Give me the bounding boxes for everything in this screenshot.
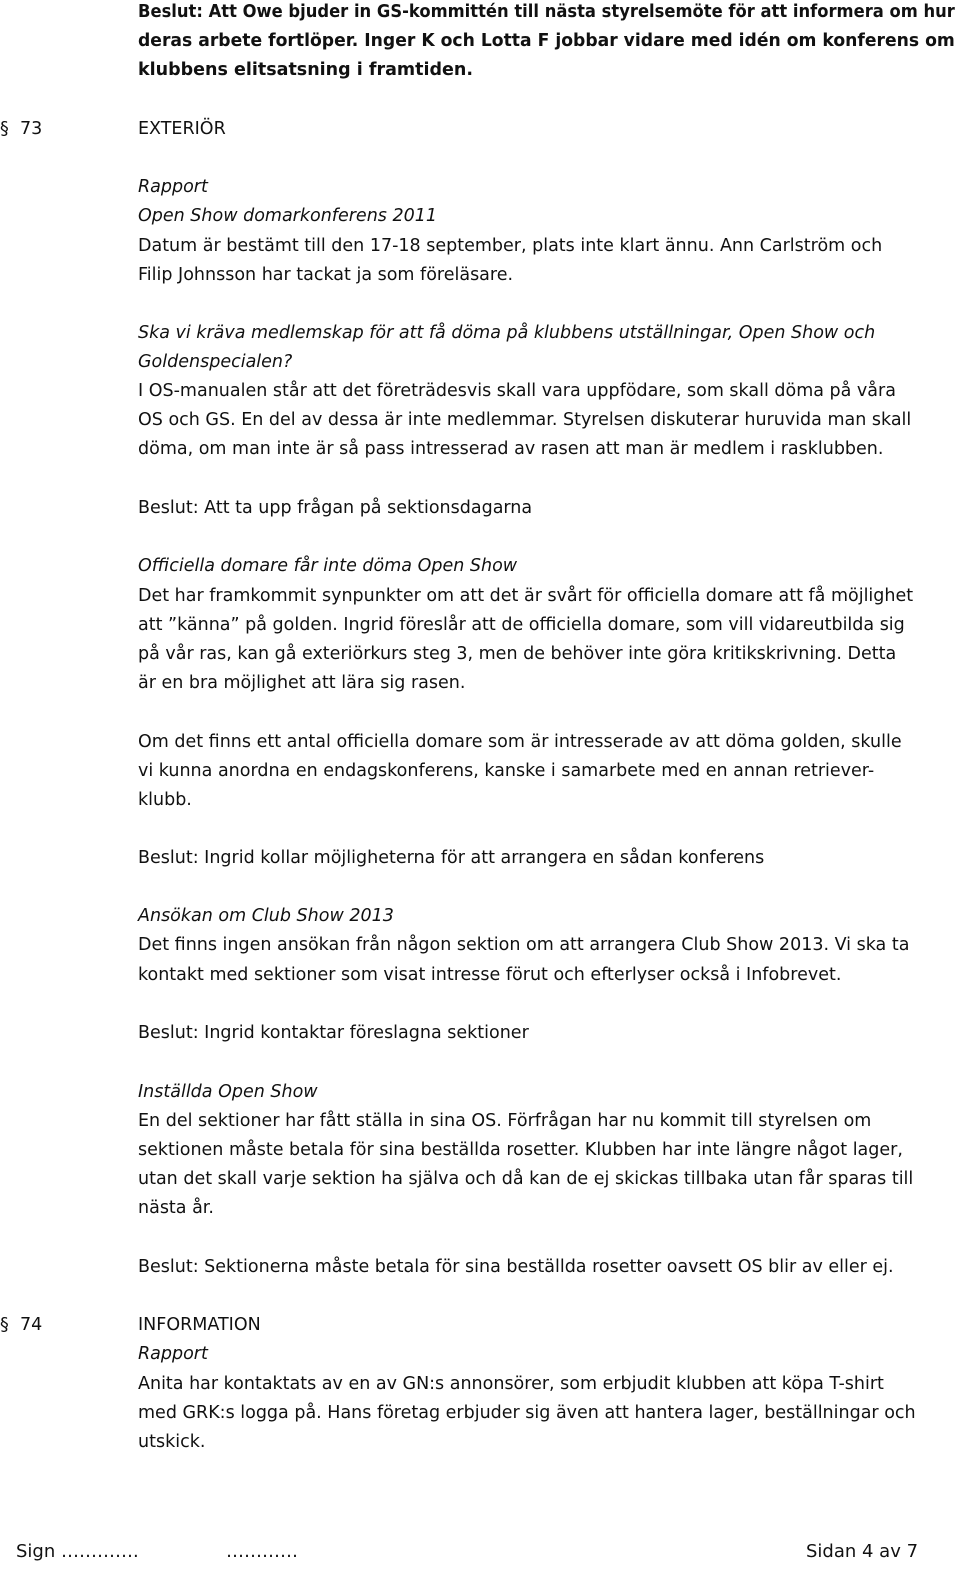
paragraph-line: Det har framkommit synpunkter om att det är svårt för officiella domare att få möjlighet [138, 586, 914, 606]
open-show-heading: Open Show domarkonferens 2011 [138, 206, 437, 226]
paragraph-line: Anita har kontaktats av en av GN:s annonsörer, som erbjudit klubben att köpa T-shirt [138, 1374, 884, 1394]
decision: Beslut: Ingrid kontaktar föreslagna sektioner [138, 1023, 529, 1043]
paragraph-line: sektionen måste betala för sina beställda rosetter. Klubben har inte längre något lager, [138, 1140, 903, 1160]
paragraph-line: klubb. [138, 790, 192, 810]
paragraph-line: OS och GS. En del av dessa är inte medlemmar. Styrelsen diskuterar huruvida man skall [138, 410, 912, 430]
paragraph-line: utskick. [138, 1432, 206, 1452]
paragraph-line: utan det skall varje sektion ha själva och då kan de ej skickas tillbaka utan får sparas till [138, 1169, 914, 1189]
paragraph-line: på vår ras, kan gå exteriörkurs steg 3, men de behöver inte göra kritikskrivning. Detta [138, 644, 897, 664]
membership-heading: Ska vi kräva medlemskap för att få döma på klubbens utställningar, Open Show och [138, 323, 876, 343]
decision: Beslut: Att ta upp frågan på sektionsdagarna [138, 498, 533, 518]
clubshow-heading: Ansökan om Club Show 2013 [138, 906, 394, 926]
footer-sign-2: ………… [226, 1541, 298, 1562]
paragraph-line: En del sektioner har fått ställa in sina OS. Förfrågan har nu kommit till styrelsen om [138, 1111, 872, 1131]
paragraph-line: döma, om man inte är så pass intresserad av rasen att man är medlem i rasklubben. [138, 439, 884, 459]
intro-decision-line: deras arbete fortlöper. Inger K och Lotta F jobbar vidare med idén om konferens om [138, 31, 955, 51]
section-symbol: § [0, 1315, 9, 1335]
section-title: EXTERIÖR [138, 119, 226, 139]
intro-decision-line: klubbens elitsatsning i framtiden. [138, 60, 474, 80]
rapport-heading: Rapport [138, 1344, 208, 1364]
paragraph-line: vi kunna anordna en endagskonferens, kanske i samarbete med en annan retriever- [138, 761, 875, 781]
section-number: 73 [20, 119, 43, 139]
paragraph-line: kontakt med sektioner som visat intresse förut och efterlyser också i Infobrevet. [138, 965, 842, 985]
rapport-heading: Rapport [138, 177, 208, 197]
paragraph-line: att ”känna” på golden. Ingrid föreslår att de officiella domare, som vill vidareutbilda sig [138, 615, 905, 635]
decision: Beslut: Ingrid kollar möjligheterna för att arrangera en sådan konferens [138, 848, 765, 868]
footer-sign: Sign …………. [16, 1541, 139, 1562]
intro-decision-line: Beslut: Att Owe bjuder in GS-kommittén till nästa styrelsemöte för att informera om hur [138, 2, 955, 22]
officiella-heading: Officiella domare får inte döma Open Show [138, 556, 518, 576]
paragraph-line: nästa år. [138, 1198, 214, 1218]
paragraph-line: med GRK:s logga på. Hans företag erbjuder sig även att hantera lager, beställningar och [138, 1403, 916, 1423]
section-title: INFORMATION [138, 1315, 261, 1335]
installda-heading: Inställda Open Show [138, 1082, 318, 1102]
footer-page-number: Sidan 4 av 7 [806, 1541, 919, 1562]
paragraph-line: Om det finns ett antal officiella domare som är intresserade av att döma golden, skulle [138, 732, 902, 752]
paragraph-line: är en bra möjlighet att lära sig rasen. [138, 673, 466, 693]
membership-heading: Goldenspecialen? [138, 352, 293, 372]
paragraph-line: Filip Johnsson har tackat ja som föreläsare. [138, 265, 514, 285]
section-number: 74 [20, 1315, 43, 1335]
section-symbol: § [0, 119, 9, 139]
paragraph-line: I OS-manualen står att det företrädesvis skall vara uppfödare, som skall döma på våra [138, 381, 896, 401]
decision: Beslut: Sektionerna måste betala för sina beställda rosetter oavsett OS blir av eller ej. [138, 1257, 894, 1277]
paragraph-line: Datum är bestämt till den 17-18 september, plats inte klart ännu. Ann Carlström och [138, 236, 883, 256]
paragraph-line: Det finns ingen ansökan från någon sektion om att arrangera Club Show 2013. Vi ska ta [138, 935, 910, 955]
